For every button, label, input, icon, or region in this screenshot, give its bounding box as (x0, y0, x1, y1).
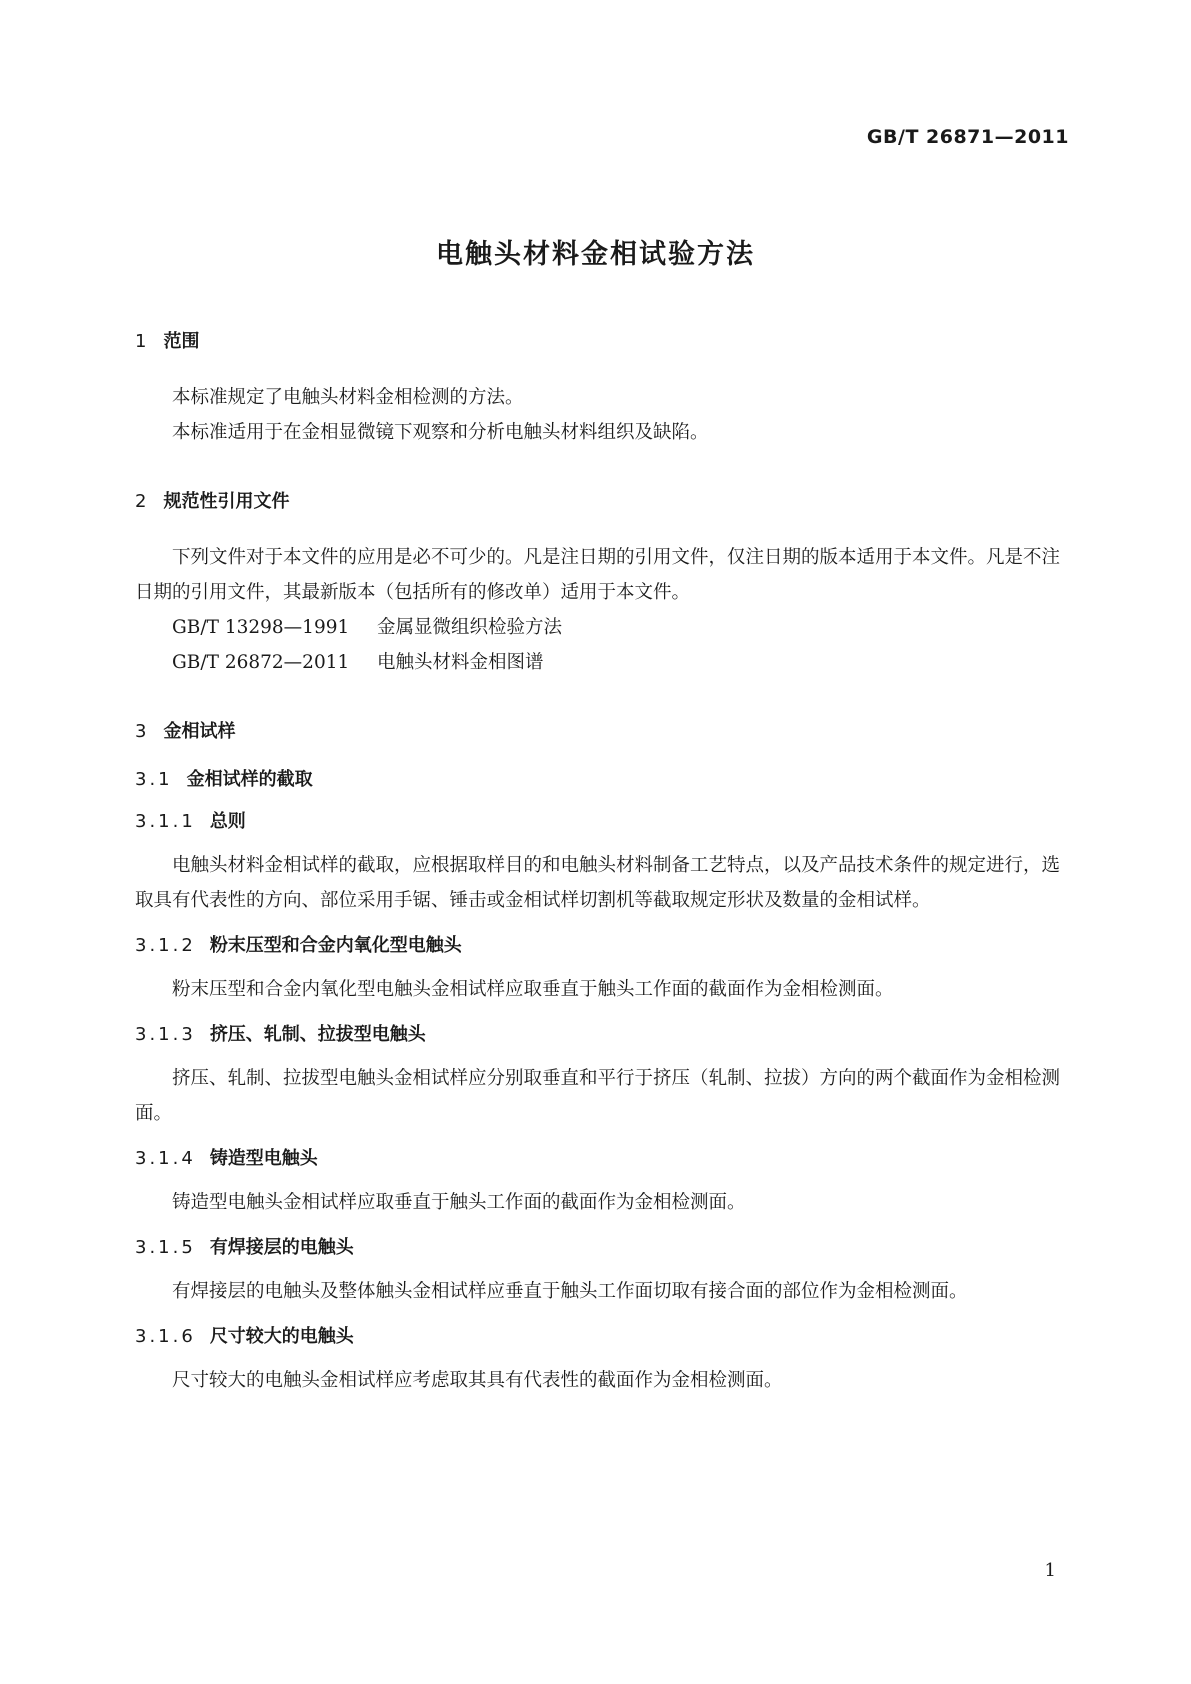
section-1-body (135, 380, 1060, 450)
section-number: 2 (135, 491, 150, 512)
paragraph: 电触头材料金相试样的截取，应根据取样目的和电触头材料制备工艺特点，以及产品技术条件的规定进行，选取具有代表性的方向、部位采用手锯、锤击或金相试样切割机等截取规定形状及数量的金相试样。 (135, 855, 1061, 911)
section-number: 3.1.5 (135, 1237, 196, 1258)
document-body (135, 328, 1060, 1398)
section-title: 粉末压型和合金内氧化型电触头 (209, 935, 462, 956)
section-title: 尺寸较大的电触头 (209, 1326, 354, 1347)
section-number: 3 (135, 721, 150, 742)
section-number: 3.1.6 (135, 1326, 196, 1347)
page-number: 1 (1044, 1560, 1056, 1581)
reference-code: GB/T 13298—1991 (172, 617, 350, 638)
paragraph: 粉末压型和合金内氧化型电触头金相试样应取垂直于触头工作面的截面作为金相检测面。 (172, 979, 894, 1000)
section-3-1-4-heading (135, 1145, 1060, 1173)
section-3-heading (135, 718, 1060, 746)
section-title: 金相试样 (163, 721, 236, 742)
section-number: 3.1.3 (135, 1024, 196, 1045)
reference-code: GB/T 26872—2011 (172, 652, 350, 673)
section-3-1-6-heading (135, 1323, 1060, 1351)
section-3-1-5-body (135, 1274, 1060, 1309)
section-title: 范围 (163, 331, 200, 352)
document-title: 电触头材料金相试验方法 (436, 239, 755, 270)
reference-item (135, 610, 1060, 645)
section-3-1-1-body (135, 848, 1060, 918)
paragraph: 挤压、轧制、拉拔型电触头金相试样应分别取垂直和平行于挤压（轧制、拉拔）方向的两个截面作为金相检测面。 (135, 1068, 1061, 1124)
section-3-1-5-heading (135, 1234, 1060, 1262)
section-title: 金相试样的截取 (186, 769, 313, 790)
paragraph: 本标准适用于在金相显微镜下观察和分析电触头材料组织及缺陷。 (172, 422, 709, 443)
paragraph: 下列文件对于本文件的应用是必不可少的。凡是注日期的引用文件，仅注日期的版本适用于本文件。凡是不注日期的引用文件，其最新版本（包括所有的修改单）适用于本文件。 (135, 547, 1061, 603)
section-3-1-6-body (135, 1363, 1060, 1398)
section-title: 总则 (209, 811, 246, 832)
section-number: 3.1.1 (135, 811, 196, 832)
paragraph: 有焊接层的电触头及整体触头金相试样应垂直于触头工作面切取有接合面的部位作为金相检测面。 (172, 1281, 968, 1302)
paragraph: 尺寸较大的电触头金相试样应考虑取其具有代表性的截面作为金相检测面。 (172, 1370, 783, 1391)
section-2-heading (135, 488, 1060, 516)
section-1-heading (135, 328, 1060, 356)
paragraph: 本标准规定了电触头材料金相检测的方法。 (172, 387, 524, 408)
section-title: 规范性引用文件 (163, 491, 290, 512)
section-number: 1 (135, 331, 150, 352)
section-number: 3.1.2 (135, 935, 196, 956)
section-title: 有焊接层的电触头 (209, 1237, 354, 1258)
reference-title: 电触头材料金相图谱 (377, 652, 544, 673)
paragraph: 铸造型电触头金相试样应取垂直于触头工作面的截面作为金相检测面。 (172, 1192, 746, 1213)
standard-code: GB/T 26871—2011 (866, 126, 1069, 148)
section-3-1-2-body (135, 972, 1060, 1007)
section-3-1-3-heading (135, 1021, 1060, 1049)
section-title: 挤压、轧制、拉拔型电触头 (209, 1024, 426, 1045)
section-3-1-4-body (135, 1185, 1060, 1220)
section-3-1-heading (135, 766, 1060, 794)
section-number: 3.1.4 (135, 1148, 196, 1169)
reference-item (135, 645, 1060, 680)
section-3-1-3-body (135, 1061, 1060, 1131)
section-2-body (135, 540, 1060, 680)
section-3-1-1-heading (135, 808, 1060, 836)
section-number: 3.1 (135, 769, 173, 790)
section-3-1-2-heading (135, 932, 1060, 960)
reference-title: 金属显微组织检验方法 (377, 617, 563, 638)
section-title: 铸造型电触头 (209, 1148, 318, 1169)
